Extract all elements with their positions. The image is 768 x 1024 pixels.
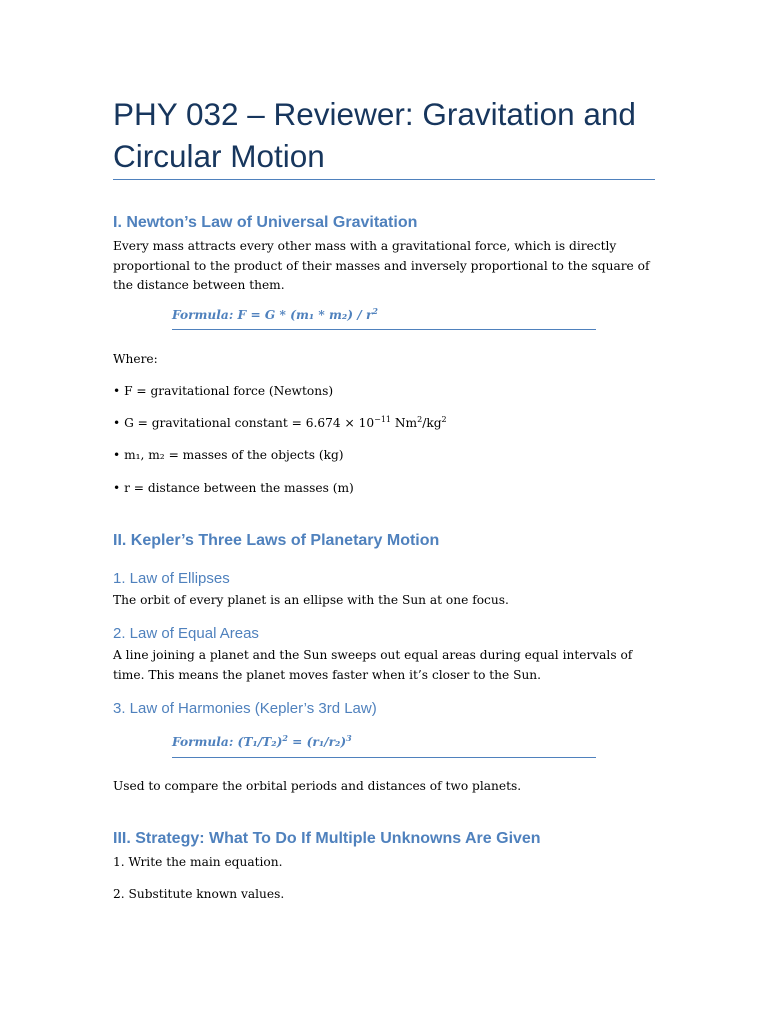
law-3-heading: 3. Law of Harmonies (Kepler’s 3rd Law)	[113, 700, 377, 717]
kepler-formula-rule	[172, 757, 596, 758]
bullet-g-unit: Nm	[391, 416, 418, 430]
bullet-g-unit-suffix: /kg	[422, 416, 442, 430]
section-2-heading: II. Kepler’s Three Laws of Planetary Motion	[113, 532, 440, 549]
section-1-body: Every mass attracts every other mass with a gravitational force, which is directly proportional to the product of their masses and inversely proportional to the square of the distance between them.	[113, 239, 650, 292]
kepler-formula-exp2: 3	[346, 733, 352, 743]
kepler-formula-exp1: 2	[282, 733, 288, 743]
bullet-g-text: • G = gravitational constant = 6.674 × 10	[113, 416, 375, 430]
kepler-third-law-formula	[172, 735, 352, 749]
bullet-masses: • m₁, m₂ = masses of the objects (kg)	[113, 448, 344, 462]
gravitation-formula-rule	[172, 329, 596, 330]
law-1-heading: 1. Law of Ellipses	[113, 570, 230, 587]
law-2-body: A line joining a planet and the Sun sweeps out equal areas during equal intervals of time. This means the planet moves faster when it’s closer to the Sun.	[113, 648, 633, 682]
bullet-g-exponent: −11	[374, 415, 392, 424]
law-3-body: Used to compare the orbital periods and distances of two planets.	[113, 779, 522, 793]
section-1-heading: I. Newton’s Law of Universal Gravitation	[113, 214, 418, 231]
section-3-heading: III. Strategy: What To Do If Multiple Unknowns Are Given	[113, 830, 541, 847]
where-label: Where:	[113, 352, 158, 366]
kepler-formula-part1: Formula: (T₁/T₂)	[172, 735, 283, 749]
document-title: PHY 032 – Reviewer: Gravitation and Circular Motion	[113, 96, 636, 174]
gravitation-formula-text: Formula: F = G * (m₁ * m₂) / r	[172, 308, 373, 322]
law-2-heading: 2. Law of Equal Areas	[113, 625, 259, 642]
bullet-distance: • r = distance between the masses (m)	[113, 481, 354, 495]
strategy-step-1: 1. Write the main equation.	[113, 855, 283, 869]
title-underline	[113, 179, 655, 180]
bullet-g-unit-suffix-exponent: 2	[441, 415, 447, 424]
bullet-force: • F = gravitational force (Newtons)	[113, 384, 334, 398]
strategy-step-2: 2. Substitute known values.	[113, 887, 285, 901]
gravitation-formula-exponent: 2	[372, 306, 378, 316]
gravitation-formula	[172, 308, 378, 322]
bullet-gravitational-constant	[113, 414, 653, 434]
bullet-g-unit-exponent: 2	[417, 415, 423, 424]
law-1-body: The orbit of every planet is an ellipse with the Sun at one focus.	[113, 593, 509, 607]
kepler-formula-part2: = (r₁/r₂)	[287, 735, 347, 749]
